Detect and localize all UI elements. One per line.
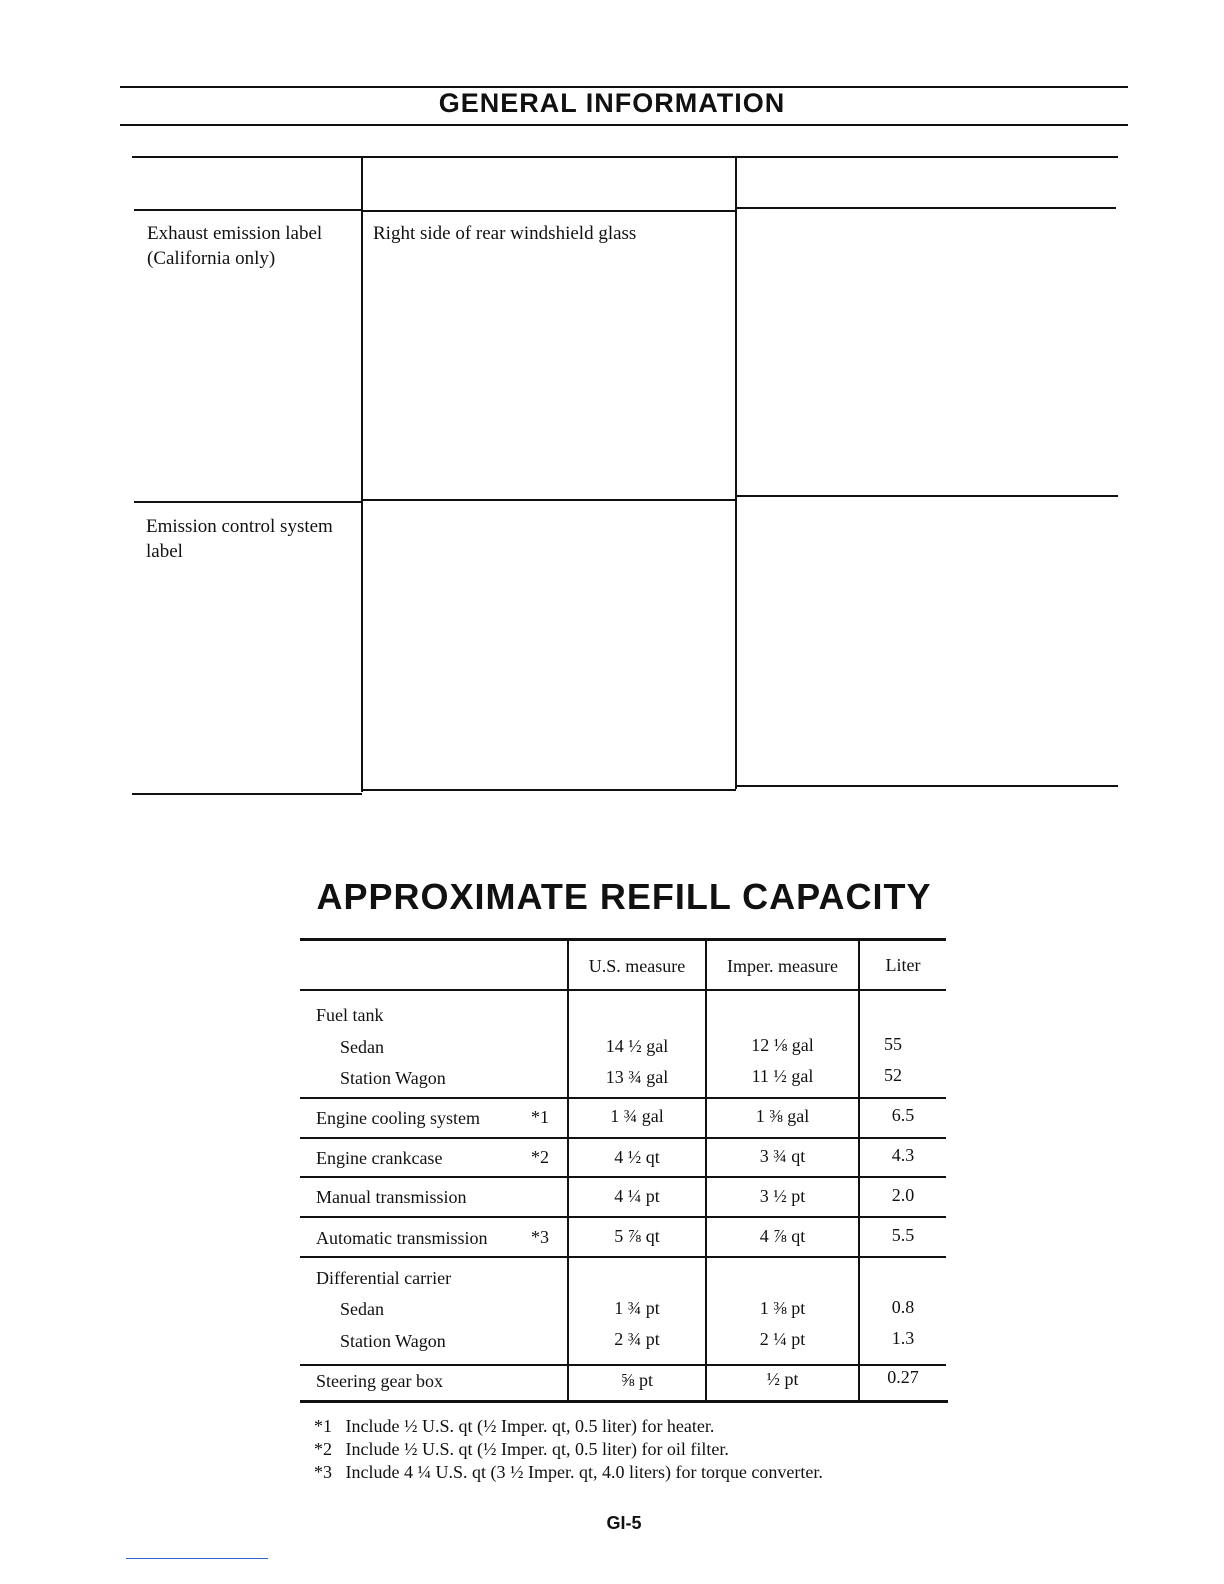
row-us-diff-wagon: 2 ¾ pt	[614, 1329, 660, 1349]
row-note-cooling: *1	[531, 1107, 549, 1127]
row-liter-auto-trans: 5.5	[891, 1225, 915, 1245]
row-item-differential: Differential carrier	[316, 1268, 452, 1288]
exhaust-emission-label-location: Right side of rear windshield glass	[373, 223, 637, 244]
refill-capacity-title: APPROXIMATE REFILL CAPACITY	[316, 876, 932, 917]
row-liter-fuel-sedan: 55	[884, 1034, 902, 1054]
row-item-fuel-tank: Fuel tank	[316, 1005, 384, 1025]
footnote-2: *2 Include ½ U.S. qt (½ Imper. qt, 0.5 liter) for oil filter.	[314, 1439, 729, 1459]
row-note-auto-trans: *3	[531, 1227, 549, 1247]
row-item-diff-wagon: Station Wagon	[340, 1331, 446, 1351]
col-header-us-measure: U.S. measure	[588, 956, 686, 976]
row-imp-fuel-wagon: 11 ½ gal	[751, 1066, 814, 1086]
row-liter-cooling: 6.5	[891, 1105, 915, 1125]
col-header-liter: Liter	[885, 955, 921, 975]
row-imp-fuel-sedan: 12 ⅛ gal	[751, 1035, 814, 1055]
row-item-diff-sedan: Sedan	[340, 1299, 384, 1319]
row-imp-steering: ½ pt	[766, 1369, 799, 1389]
row-liter-steering: 0.27	[887, 1367, 919, 1387]
row-item-fuel-wagon: Station Wagon	[340, 1068, 446, 1088]
row-item-manual-trans: Manual transmission	[316, 1187, 467, 1207]
scan-edge-mark	[126, 1558, 268, 1559]
row-imp-diff-wagon: 2 ¼ pt	[759, 1329, 806, 1349]
row-imp-auto-trans: 4 ⅞ qt	[759, 1226, 806, 1246]
footnote-3: *3 Include 4 ¼ U.S. qt (3 ½ Imper. qt, 4.0 liters) for torque converter.	[314, 1462, 823, 1482]
row-item-steering: Steering gear box	[316, 1371, 443, 1391]
row-liter-crankcase: 4.3	[891, 1145, 915, 1165]
row-liter-diff-wagon: 1.3	[891, 1328, 915, 1348]
row-us-fuel-sedan: 14 ½ gal	[605, 1036, 669, 1056]
row-liter-fuel-wagon: 52	[884, 1065, 902, 1085]
row-imp-cooling: 1 ⅜ gal	[755, 1106, 810, 1126]
row-imp-diff-sedan: 1 ⅜ pt	[759, 1298, 806, 1318]
row-item-cooling: Engine cooling system	[316, 1108, 480, 1128]
row-imp-crankcase: 3 ¾ qt	[759, 1146, 806, 1166]
row-liter-diff-sedan: 0.8	[891, 1297, 915, 1317]
page-title: GENERAL INFORMATION	[438, 88, 786, 118]
row-us-fuel-wagon: 13 ¾ gal	[605, 1067, 669, 1087]
row-imp-manual-trans: 3 ½ pt	[759, 1186, 806, 1206]
row-us-manual-trans: 4 ¼ pt	[614, 1186, 660, 1206]
col-header-imper-measure: Imper. measure	[727, 956, 838, 976]
row-us-steering: ⅝ pt	[620, 1370, 653, 1390]
header-rule-bottom	[120, 124, 1128, 126]
row-us-auto-trans: 5 ⅞ qt	[614, 1226, 660, 1246]
exhaust-emission-label-item: Exhaust emission label (California only)	[147, 223, 323, 269]
row-liter-manual-trans: 2.0	[891, 1185, 915, 1205]
row-us-diff-sedan: 1 ¾ pt	[614, 1298, 660, 1318]
emission-control-system-label-item: Emission control system label	[146, 516, 333, 562]
row-item-crankcase: Engine crankcase	[316, 1148, 443, 1168]
row-item-auto-trans: Automatic transmission	[316, 1228, 488, 1248]
row-note-crankcase: *2	[531, 1147, 549, 1167]
page-number: GI-5	[606, 1513, 642, 1533]
row-item-fuel-sedan: Sedan	[340, 1037, 384, 1057]
footnote-1: *1 Include ½ U.S. qt (½ Imper. qt, 0.5 liter) for heater.	[314, 1416, 715, 1436]
row-us-cooling: 1 ¾ gal	[610, 1106, 664, 1126]
row-us-crankcase: 4 ½ qt	[614, 1147, 660, 1167]
